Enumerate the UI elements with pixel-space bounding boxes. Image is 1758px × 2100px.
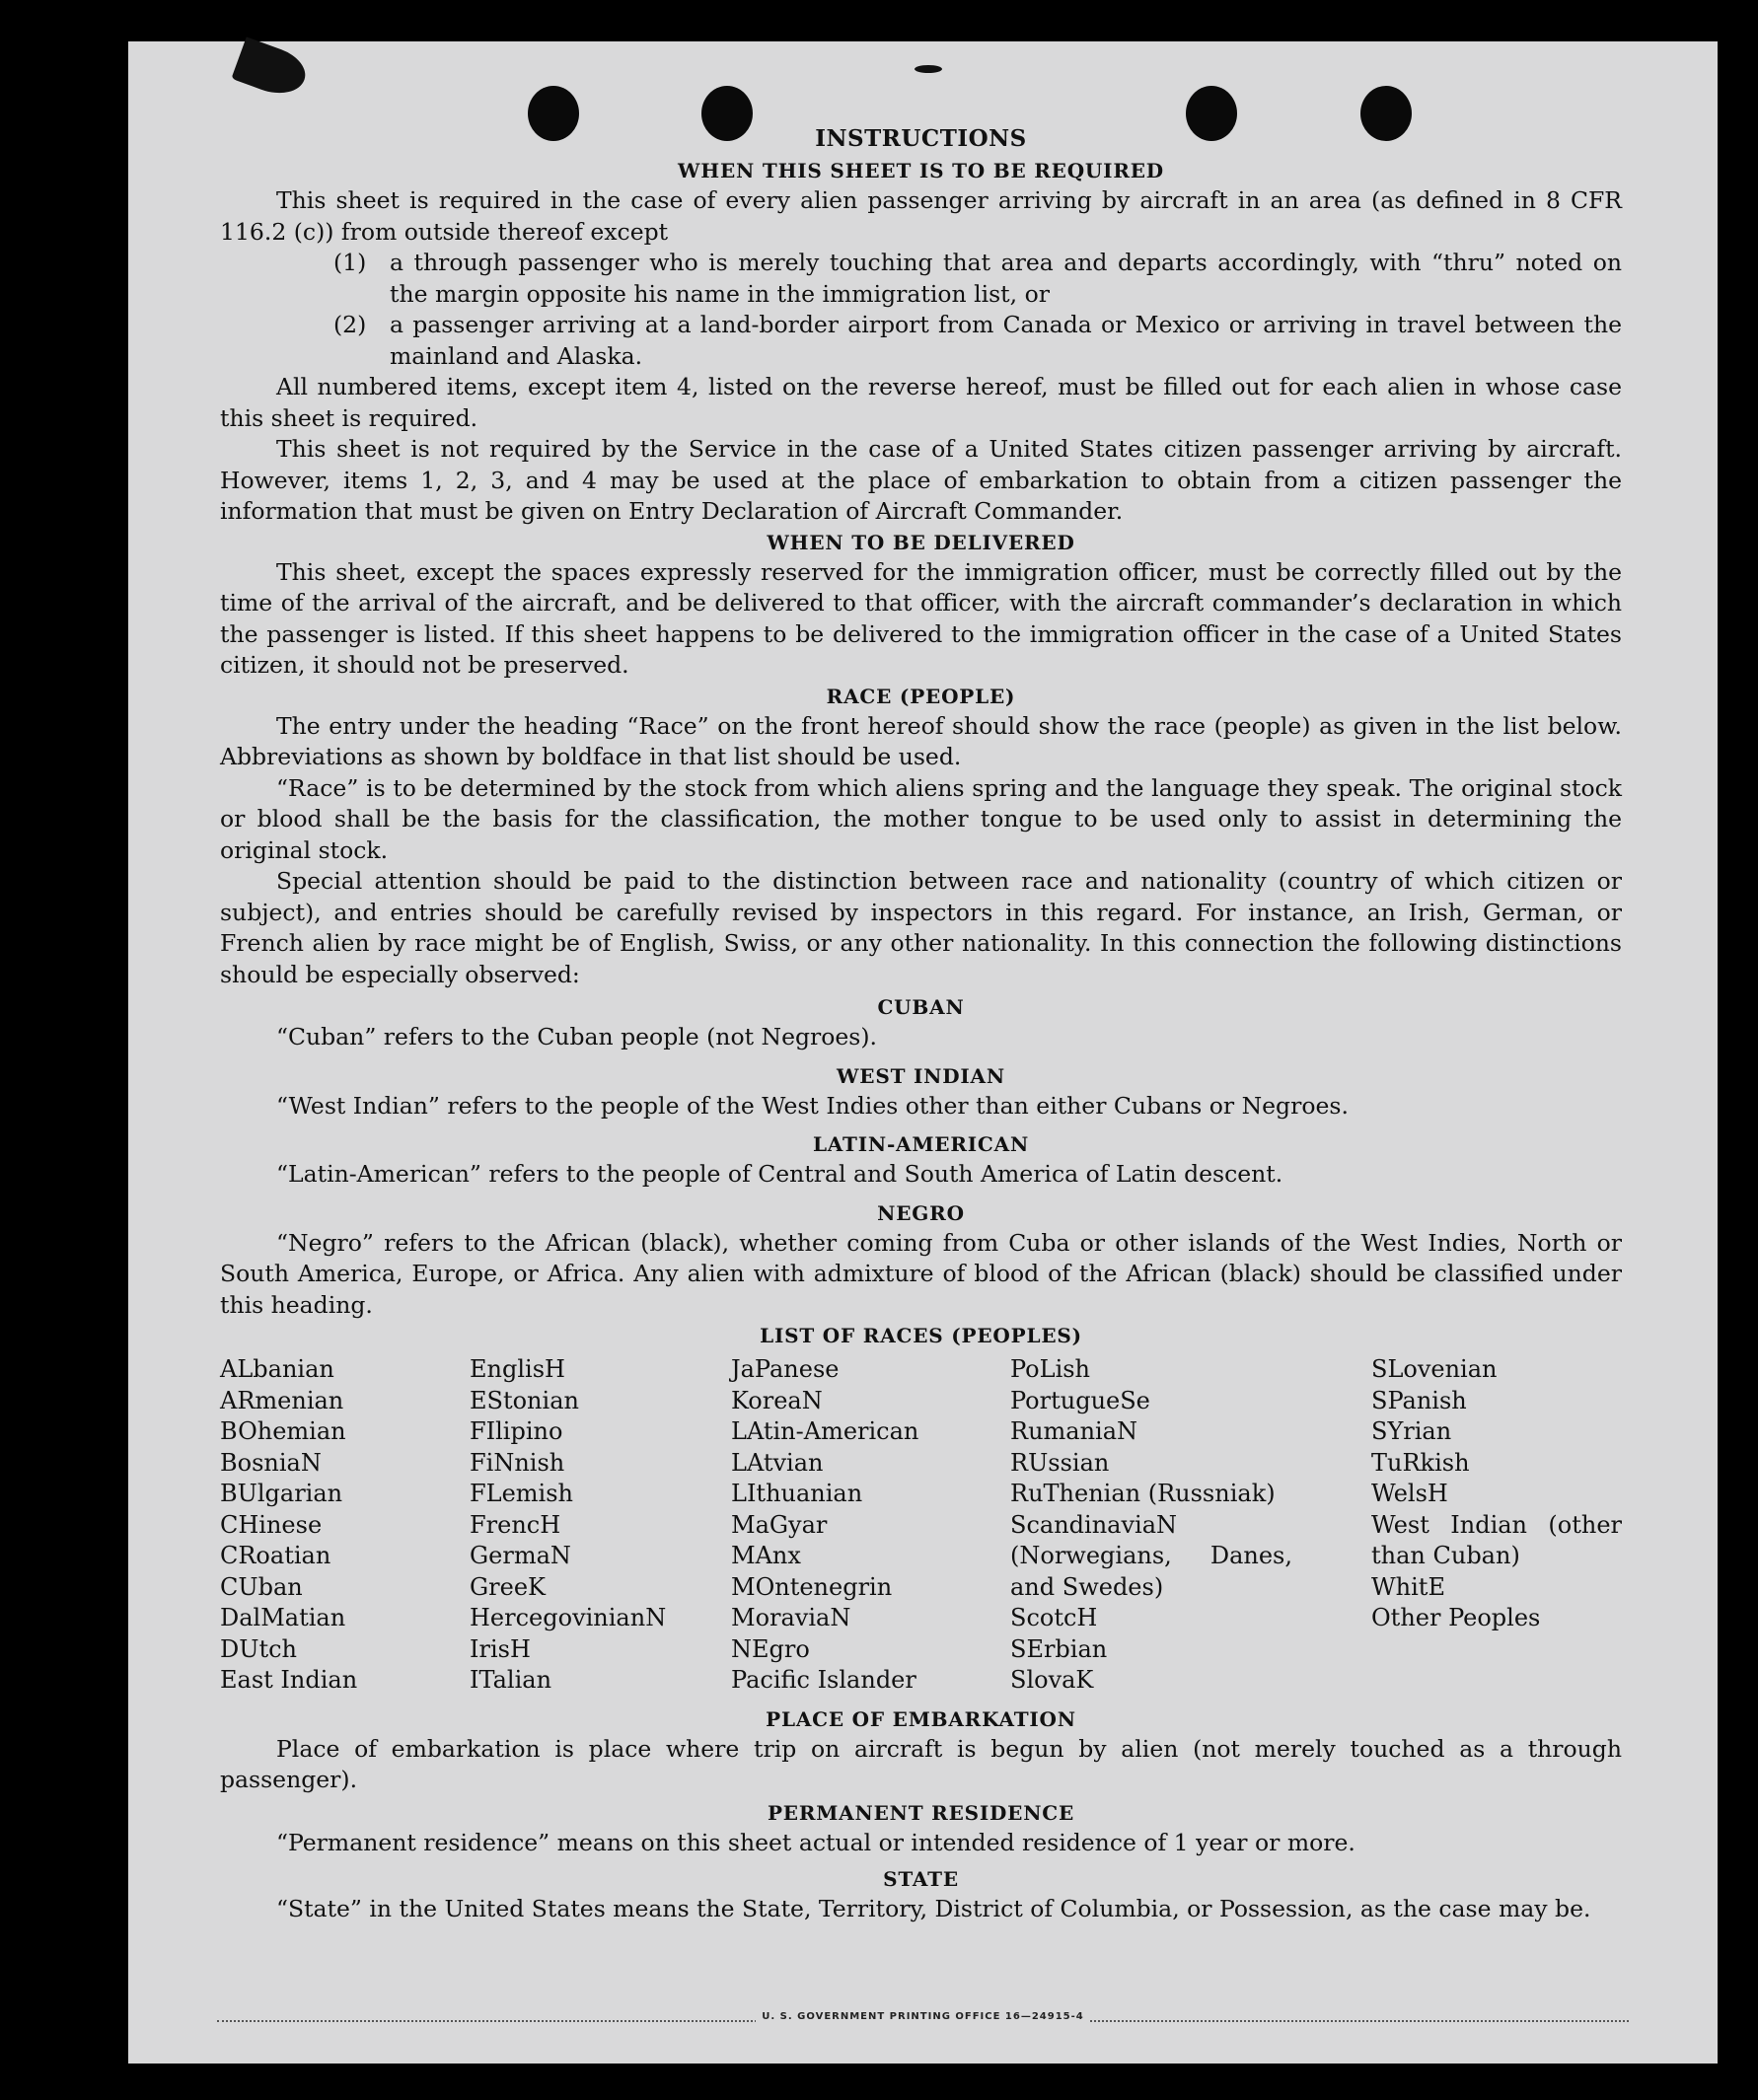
exception-item-2 xyxy=(220,310,1622,372)
heading-state: STATE xyxy=(883,1867,959,1891)
race-entry: ITalian xyxy=(470,1666,552,1694)
race-entry: ScotcH xyxy=(1010,1604,1098,1631)
paragraph-residence: “Permanent residence” means on this sheet actual or intended residence of 1 year or more. xyxy=(276,1828,1355,1856)
race-entry: DalMatian xyxy=(220,1604,346,1631)
heading-negro: NEGRO xyxy=(877,1200,965,1225)
race-entry: GermaN xyxy=(470,1542,571,1569)
heading-when-delivered: WHEN TO BE DELIVERED xyxy=(767,530,1075,554)
paragraph-west-indian: “West Indian” refers to the people of the West Indies other than either Cubans or Negroes. xyxy=(276,1091,1349,1120)
race-entry: KoreaN xyxy=(731,1386,823,1414)
heading-list-of-races: LIST OF RACES (PEOPLES) xyxy=(760,1324,1082,1347)
race-entry: MoraviaN xyxy=(731,1604,851,1631)
race-entry: PoLish xyxy=(1010,1355,1091,1383)
race-entry: FLemish xyxy=(470,1480,573,1507)
item-text: a through passenger who is merely touching that area and departs accordingly, with “thru” noted on the margin opposite his name in the immigration list, or xyxy=(390,249,1622,308)
race-entry: GreeK xyxy=(470,1572,546,1601)
heading-latin-american: LATIN-AMERICAN xyxy=(812,1132,1030,1156)
race-entry: FrencH xyxy=(470,1510,561,1539)
paragraph-numbered-items: All numbered items, except item 4, listed on the reverse hereof, must be filled out for each alien in whose case this sheet is required. xyxy=(220,373,1622,432)
race-list xyxy=(220,1354,1622,1697)
race-entry: Pacific Islander xyxy=(731,1666,916,1694)
item-number: (2) xyxy=(333,311,367,338)
ink-speck xyxy=(915,65,942,73)
heading-permanent-residence: PERMANENT RESIDENCE xyxy=(767,1800,1075,1825)
race-column xyxy=(470,1354,731,1697)
race-entry: RumaniaN xyxy=(1010,1417,1138,1445)
race-entry: DUtch xyxy=(220,1634,298,1663)
paragraph-race-3: Special attention should be paid to the distinction between race and nationality (country of which citizen or subject), and entries should be carefully revised by inspectors in this regard. For instance, an Irish, German, or French alien by race might be of English, Swiss, or any other nationality. In this connection the following distinctions should be especially observed: xyxy=(220,867,1622,988)
paragraph-latin-american: “Latin-American” refers to the people of Central and South America of Latin descent. xyxy=(276,1160,1283,1188)
heading-race: RACE (PEOPLE) xyxy=(826,684,1016,708)
race-entry: NEgro xyxy=(731,1634,810,1663)
printer-imprint-text: U. S. GOVERNMENT PRINTING OFFICE 16—24915-4 xyxy=(756,2011,1090,2022)
exception-item-1 xyxy=(220,248,1622,310)
race-entry: LAtin-American xyxy=(731,1417,919,1445)
heading-west-indian: WEST INDIAN xyxy=(837,1063,1005,1088)
heading-instructions: INSTRUCTIONS xyxy=(815,125,1027,152)
race-entry: CHinese xyxy=(220,1510,323,1539)
race-entry: HercegovinianN xyxy=(470,1604,667,1631)
document-sheet xyxy=(128,41,1718,2064)
paragraph-negro: “Negro” refers to the African (black), whether coming from Cuba or other islands of the West Indies, North or South America, Europe, or Africa. Any alien with admixture of blood of the African (black) should be classified under this heading. xyxy=(220,1228,1622,1319)
race-entry: SYrian xyxy=(1371,1417,1452,1445)
ink-blot xyxy=(231,36,311,102)
race-column xyxy=(1371,1354,1622,1697)
race-entry: SlovaK xyxy=(1010,1666,1094,1694)
heading-when-required: WHEN THIS SHEET IS TO BE REQUIRED xyxy=(678,159,1164,182)
race-entry: TuRkish xyxy=(1371,1448,1470,1477)
race-entry: MAnx xyxy=(731,1542,801,1569)
race-entry: CUban xyxy=(220,1572,303,1601)
race-entry: RUssian xyxy=(1010,1448,1110,1477)
paragraph-citizen: This sheet is not required by the Service in the case of a United States citizen passenger arriving by aircraft. However, items 1, 2, 3, and 4 may be used at the place of embarkation to obtain from a citizen passenger the information that must be given on Entry Declaration of Aircraft Commander. xyxy=(220,435,1622,525)
paragraph-state: “State” in the United States means the State, Territory, District of Columbia, or Possession, as the case may be. xyxy=(276,1895,1591,1922)
race-entry: MOntenegrin xyxy=(731,1572,893,1601)
race-column xyxy=(220,1354,470,1697)
race-entry: EStonian xyxy=(470,1386,579,1414)
race-entry: CRoatian xyxy=(220,1542,331,1569)
race-entry: West Indian (other than Cuban) xyxy=(1371,1510,1622,1569)
race-entry: FiNnish xyxy=(470,1448,565,1477)
race-entry: LAtvian xyxy=(731,1448,824,1477)
race-entry: ARmenian xyxy=(220,1386,344,1414)
race-entry: RuThenian (Russniak) xyxy=(1010,1480,1276,1507)
race-entry: EnglisH xyxy=(470,1355,565,1383)
race-entry: WhitE xyxy=(1371,1572,1445,1601)
race-entry: LIthuanian xyxy=(731,1480,863,1507)
item-number: (1) xyxy=(333,249,367,276)
paragraph-delivered: This sheet, except the spaces expressly reserved for the immigration officer, must be correctly filled out by the time of the arrival of the aircraft, and be delivered to that officer, with the aircraft commander’s declaration in which the passenger is listed. If this sheet happens to be delivered to the immigration officer in the case of a United States citizen, it should not be preserved. xyxy=(220,557,1622,679)
race-entry: MaGyar xyxy=(731,1510,828,1539)
paragraph-cuban: “Cuban” refers to the Cuban people (not Negroes). xyxy=(276,1023,878,1050)
race-entry: BOhemian xyxy=(220,1417,346,1445)
race-entry: SErbian xyxy=(1010,1634,1108,1663)
race-entry: FIlipino xyxy=(470,1417,563,1445)
heading-place-of-embarkation: PLACE OF EMBARKATION xyxy=(766,1706,1076,1731)
race-entry: PortugueSe xyxy=(1010,1386,1150,1414)
race-entry: SPanish xyxy=(1371,1386,1467,1414)
race-entry: IrisH xyxy=(470,1634,531,1663)
race-entry: Other Peoples xyxy=(1371,1604,1541,1631)
heading-cuban: CUBAN xyxy=(877,995,965,1019)
race-entry: BosniaN xyxy=(220,1448,322,1477)
paragraph-required-intro: This sheet is required in the case of every alien passenger arriving by aircraft in an area (as defined in 8 CFR 116.2 (c)) from outside thereof except xyxy=(220,186,1622,246)
paragraph-embarkation: Place of embarkation is place where trip on aircraft is begun by alien (not merely touched as a through passenger). xyxy=(220,1734,1622,1793)
race-entry: ALbanian xyxy=(220,1355,334,1383)
printer-imprint xyxy=(128,2011,1718,2022)
race-entry: BUlgarian xyxy=(220,1480,343,1507)
race-column xyxy=(731,1354,1010,1697)
race-entry: WelsH xyxy=(1371,1480,1448,1507)
race-entry: SLovenian xyxy=(1371,1355,1498,1383)
race-entry: JaPanese xyxy=(731,1355,840,1383)
paragraph-race-2: “Race” is to be determined by the stock from which aliens spring and the language they speak. The original stock or blood shall be the basis for the classification, the mother tongue to be used only to assist in determining the original stock. xyxy=(220,773,1622,864)
instructions-body xyxy=(220,122,1622,1925)
race-column xyxy=(1010,1354,1292,1697)
race-entry: East Indian xyxy=(220,1666,358,1694)
paragraph-race-1: The entry under the heading “Race” on the front hereof should show the race (people) as given in the list below. Abbreviations as shown by boldface in that list should be used. xyxy=(220,711,1622,770)
race-entry: ScandinaviaN (Norwegians, Danes, and Swedes) xyxy=(1010,1510,1292,1601)
item-text: a passenger arriving at a land-border airport from Canada or Mexico or arriving in travel between the mainland and Alaska. xyxy=(390,311,1622,370)
